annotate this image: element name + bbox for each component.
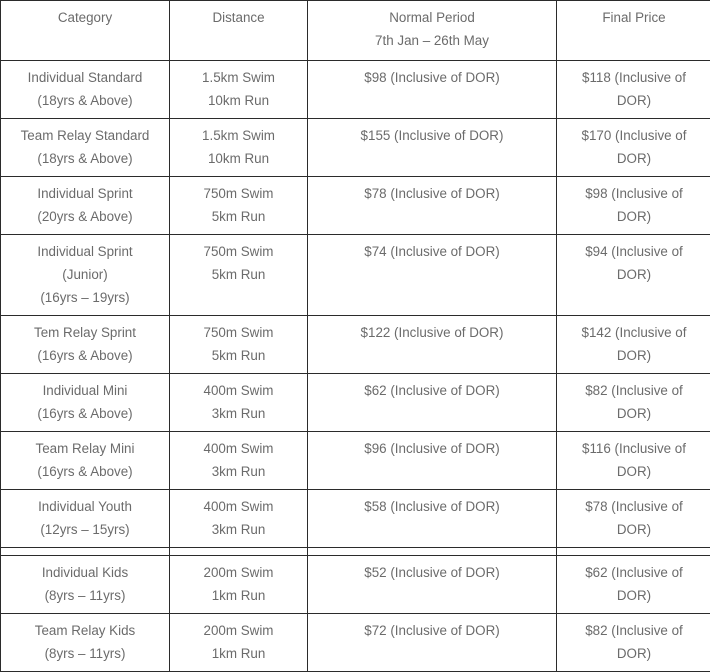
final-price-cell: $62 (Inclusive of DOR) [557,556,710,614]
normal-price-cell: $96 (Inclusive of DOR) [308,432,557,490]
category-cell: Tem Relay Sprint (16yrs & Above) [1,316,170,374]
spacer-cell [557,548,710,556]
distance-cell: 200m Swim 1km Run [170,556,308,614]
table-row [1,556,710,614]
distance-cell: 400m Swim 3km Run [170,374,308,432]
category-cell: Team Relay Kids (8yrs – 11yrs) [1,614,170,672]
header-normal-period: Normal Period 7th Jan – 26th May [308,1,557,61]
table-row [1,177,710,235]
final-price-cell: $98 (Inclusive of DOR) [557,177,710,235]
spacer-cell [170,548,308,556]
table-body [1,61,710,672]
normal-price-cell: $74 (Inclusive of DOR) [308,235,557,316]
distance-cell: 1.5km Swim 10km Run [170,61,308,119]
spacer-row [1,548,710,556]
normal-price-cell: $52 (Inclusive of DOR) [308,556,557,614]
normal-price-cell: $122 (Inclusive of DOR) [308,316,557,374]
distance-cell: 400m Swim 3km Run [170,432,308,490]
final-price-cell: $78 (Inclusive of DOR) [557,490,710,548]
final-price-cell: $142 (Inclusive of DOR) [557,316,710,374]
final-price-cell: $94 (Inclusive of DOR) [557,235,710,316]
table-row [1,119,710,177]
category-cell: Team Relay Standard (18yrs & Above) [1,119,170,177]
category-cell: Individual Sprint (Junior) (16yrs – 19yrs) [1,235,170,316]
category-cell: Individual Standard (18yrs & Above) [1,61,170,119]
table-row [1,235,710,316]
table-row [1,61,710,119]
distance-cell: 750m Swim 5km Run [170,177,308,235]
final-price-cell: $82 (Inclusive of DOR) [557,374,710,432]
table-row [1,490,710,548]
normal-price-cell: $62 (Inclusive of DOR) [308,374,557,432]
distance-cell: 750m Swim 5km Run [170,316,308,374]
normal-price-cell: $58 (Inclusive of DOR) [308,490,557,548]
normal-price-cell: $78 (Inclusive of DOR) [308,177,557,235]
normal-price-cell: $98 (Inclusive of DOR) [308,61,557,119]
header-category: Category [1,1,170,61]
distance-cell: 200m Swim 1km Run [170,614,308,672]
category-cell: Individual Youth (12yrs – 15yrs) [1,490,170,548]
final-price-cell: $170 (Inclusive of DOR) [557,119,710,177]
normal-price-cell: $155 (Inclusive of DOR) [308,119,557,177]
header-final-price: Final Price [557,1,710,61]
distance-cell: 1.5km Swim 10km Run [170,119,308,177]
table-row [1,316,710,374]
table-row [1,614,710,672]
spacer-cell [1,548,170,556]
final-price-cell: $118 (Inclusive of DOR) [557,61,710,119]
spacer-cell [308,548,557,556]
category-cell: Individual Mini (16yrs & Above) [1,374,170,432]
final-price-cell: $116 (Inclusive of DOR) [557,432,710,490]
category-cell: Individual Kids (8yrs – 11yrs) [1,556,170,614]
category-cell: Individual Sprint (20yrs & Above) [1,177,170,235]
table-row [1,374,710,432]
final-price-cell: $82 (Inclusive of DOR) [557,614,710,672]
distance-cell: 750m Swim 5km Run [170,235,308,316]
table-row [1,432,710,490]
normal-price-cell: $72 (Inclusive of DOR) [308,614,557,672]
header-row [1,1,710,61]
distance-cell: 400m Swim 3km Run [170,490,308,548]
header-distance: Distance [170,1,308,61]
category-cell: Team Relay Mini (16yrs & Above) [1,432,170,490]
